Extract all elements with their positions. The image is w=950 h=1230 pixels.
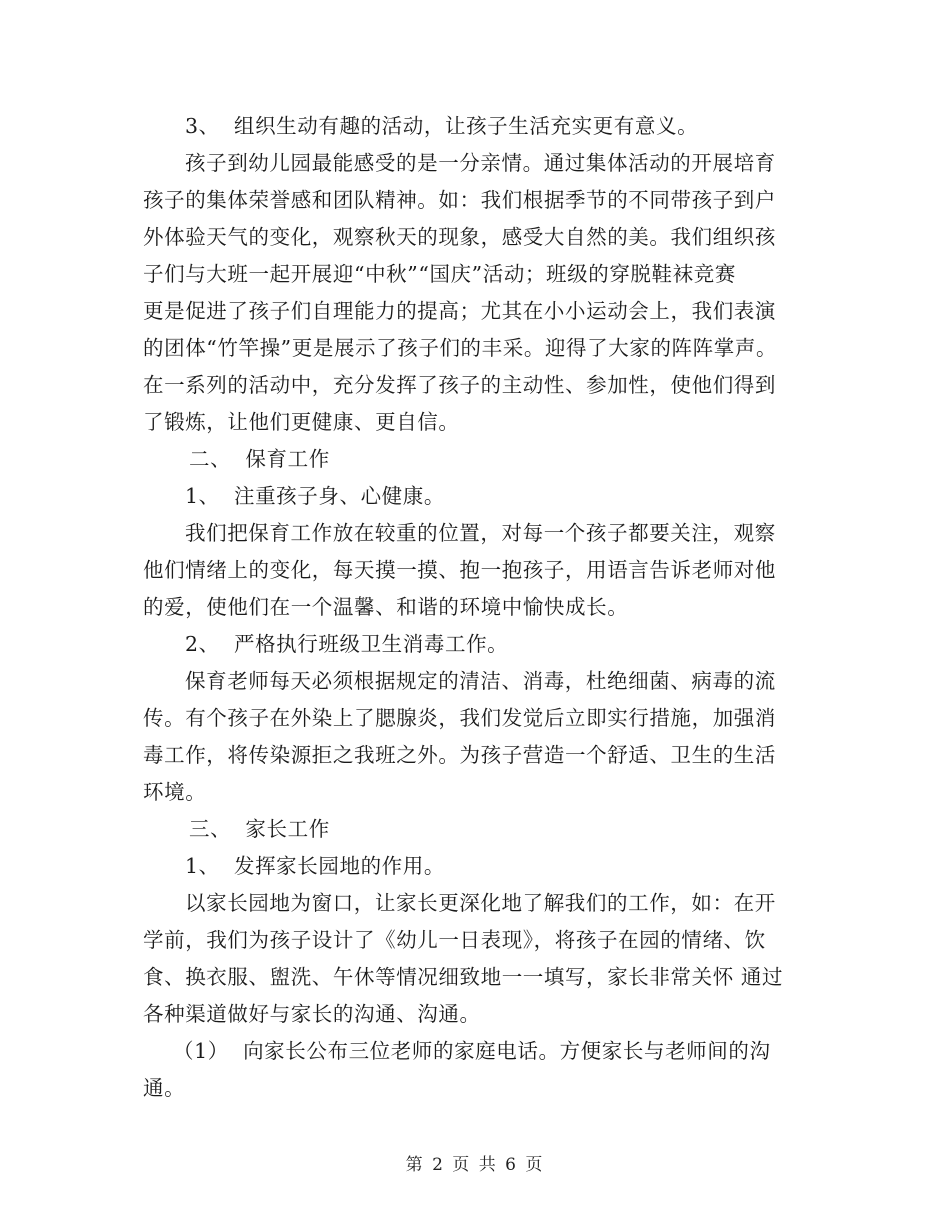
text-line: 我们把保育工作放在较重的位置，对每一个孩子都要关注，观察 — [185, 521, 776, 545]
text-line: 外体验天气的变化，观察秋天的现象，感受大自然的美。我们组织孩 — [143, 225, 776, 249]
document-body — [143, 108, 813, 1107]
text-line: 的爱，使他们在一个温馨、和谐的环境中愉快成长。 — [143, 595, 629, 619]
text-line: 食、换衣服、盥洗、午休等情况细致地一一填写，家长非常关怀 通过 — [143, 965, 784, 989]
text-line: 传。有个孩子在外染上了腮腺炎，我们发觉后立即实行措施，加强消 — [143, 706, 776, 730]
text-line: 二、 保育工作 — [189, 447, 330, 471]
text-line: 孩子的集体荣誉感和团队精神。如：我们根据季节的不同带孩子到户 — [143, 188, 776, 212]
text-line: 学前，我们为孩子设计了《幼儿一日表现》，将孩子在园的情绪、饮 — [143, 928, 766, 952]
text-line: 1、 发挥家长园地的作用。 — [185, 854, 445, 878]
text-line: 1、 注重孩子身、心健康。 — [185, 484, 445, 508]
text-line: 了锻炼，让他们更健康、更自信。 — [143, 410, 460, 434]
page-footer: 第 2 页 共 6 页 — [405, 1155, 545, 1175]
text-line: 他们情绪上的变化，每天摸一摸、抱一抱孩子，用语言告诉老师对他 — [143, 558, 776, 582]
text-line: 以家长园地为窗口，让家长更深化地了解我们的工作，如：在开 — [185, 891, 776, 915]
text-line: 通。 — [143, 1076, 186, 1100]
text-line: 三、 家长工作 — [189, 817, 330, 841]
text-line: 保育老师每天必须根据规定的清洁、消毒，杜绝细菌、病毒的流 — [185, 669, 776, 693]
text-line: 各种渠道做好与家长的沟通、沟通。 — [143, 1002, 481, 1026]
text-line: 毒工作，将传染源拒之我班之外。为孩子营造一个舒适、卫生的生活 — [143, 743, 776, 767]
text-line: 2、 严格执行班级卫生消毒工作。 — [185, 632, 509, 656]
text-line: 在一系列的活动中，充分发挥了孩子的主动性、参加性，使他们得到 — [143, 373, 776, 397]
text-line: 3、 组织生动有趣的活动，让孩子生活充实更有意义。 — [185, 114, 699, 138]
text-line: 子们与大班一起开展迎“中秋”“国庆”活动；班级的穿脱鞋袜竞赛 — [143, 262, 736, 286]
text-line: （1） 向家长公布三位老师的家庭电话。方便家长与老师间的沟 — [173, 1039, 771, 1063]
text-line: 的团体“竹竿操”更是展示了孩子们的丰采。迎得了大家的阵阵掌声。 — [143, 336, 778, 360]
text-line: 环境。 — [143, 780, 207, 804]
text-line: 孩子到幼儿园最能感受的是一分亲情。通过集体活动的开展培育 — [185, 151, 776, 175]
text-line: 更是促进了孩子们自理能力的提高；尤其在小小运动会上，我们表演 — [143, 299, 776, 323]
